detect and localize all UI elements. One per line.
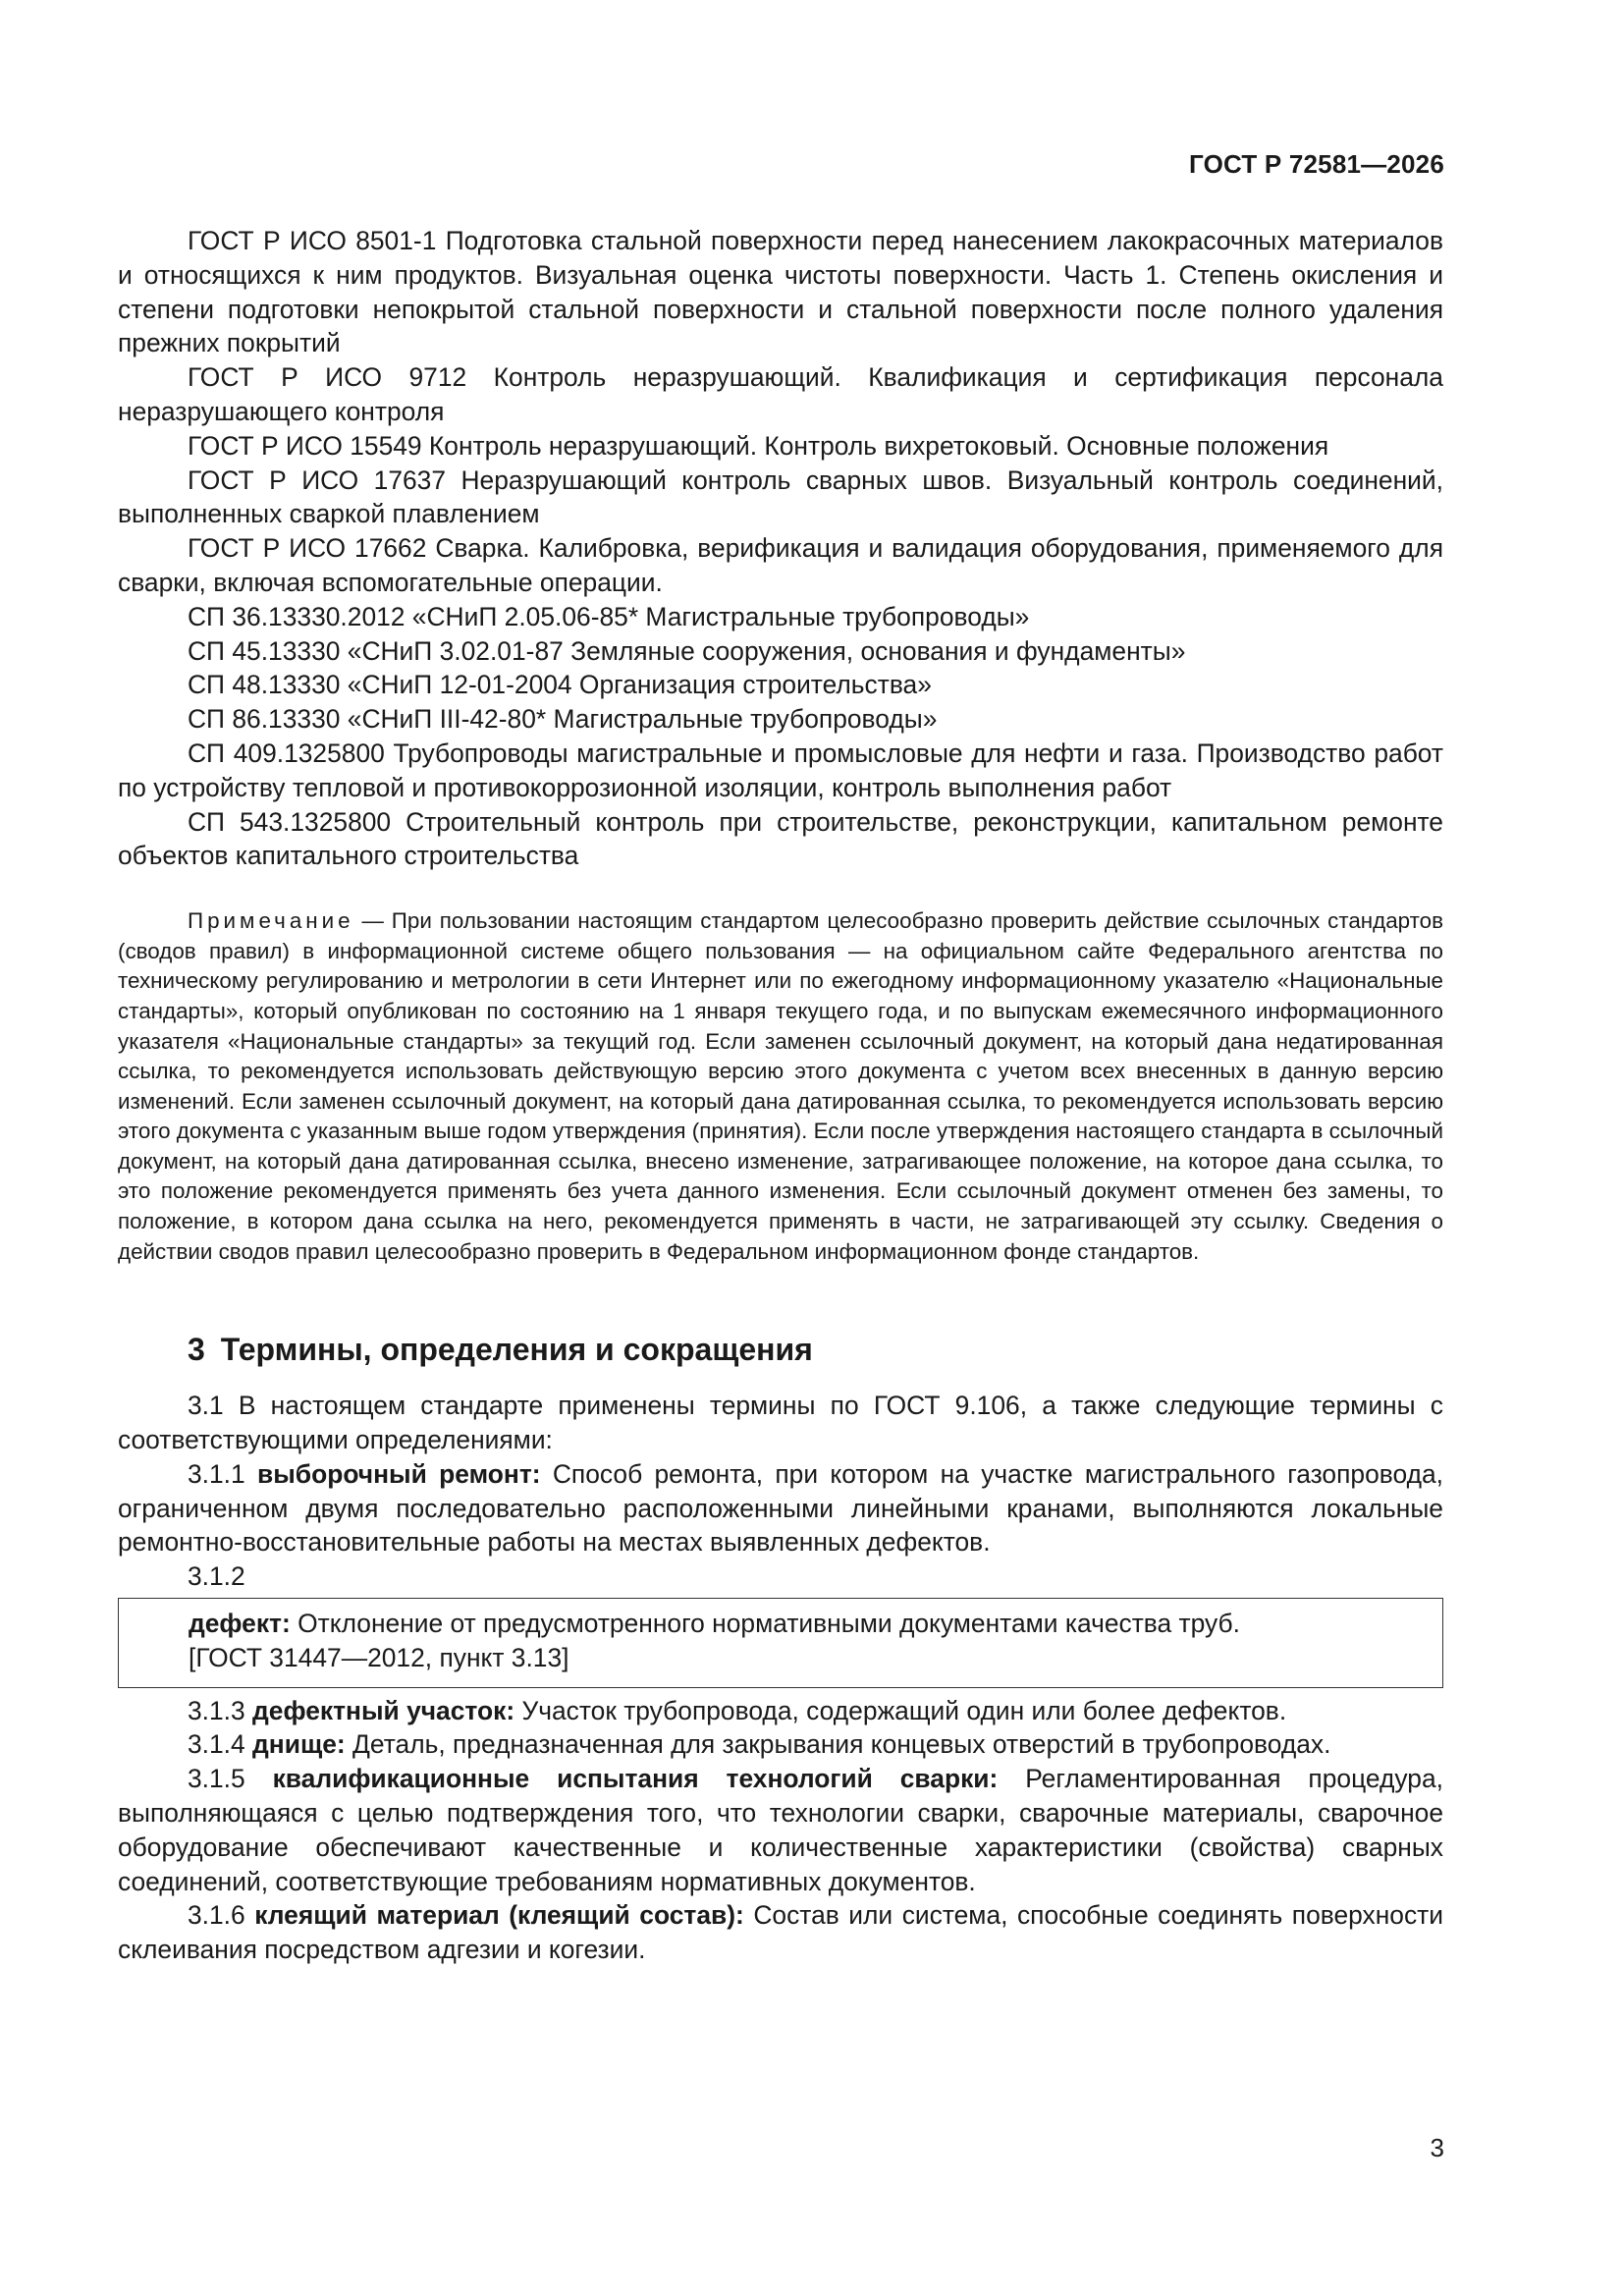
term-3-1-2: [189, 1607, 1373, 1641]
page-number: 3: [1430, 2133, 1444, 2162]
term-definition: Регламентированная процедура, выполняющаяся с целью подтверждения того, что технологии сварки, сварочные материалы, сварочное оборудование обеспечивают качественные и количественные характеристики (свойства) сварных соединений, соответствующие требованиям нормативных документов.: [118, 1764, 1443, 1896]
document-body: [118, 224, 1443, 1967]
term-3-1-3: [118, 1694, 1443, 1728]
ref-gost-iso-15549: ГОСТ Р ИСО 15549 Контроль неразрушающий. Контроль вихретоковый. Основные положения: [188, 430, 1329, 461]
ref-sp-48: СП 48.13330 «СНиП 12-01-2004 Организация строительства»: [188, 670, 932, 700]
term-3-1-1: [118, 1457, 1443, 1559]
term-definition: Деталь, предназначенная для закрывания концевых отверстий в трубопроводах.: [352, 1729, 1331, 1760]
document-header: ГОСТ Р 72581—2026: [1189, 149, 1444, 179]
ref-gost-iso-17662: ГОСТ Р ИСО 17662 Сварка. Калибровка, верификация и валидация оборудования, применяемого для сварки, включая вспомогательные операции.: [118, 533, 1443, 597]
term-source: [ГОСТ 31447—2012, пункт 3.13]: [189, 1642, 569, 1672]
term-3-1-6: [118, 1898, 1443, 1967]
term-definition: Отклонение от предусмотренного нормативными документами качества труб.: [298, 1609, 1240, 1639]
note-text: При пользовании настоящим стандартом целесообразно проверить действие ссылочных стандартов (сводов правил) в информационной системе общего пользования — на официальном сайте Федерального агентства по техническому регулированию и метрологии в сети Интернет или по ежегодному информационному указателю «Национальные стандарты», который опубликован по состоянию на 1 января текущего года, и по выпускам ежемесячного информационного указателя «Национальные стандарты» за текущий год. Если заменен ссылочный документ, на который дана недатированная ссылка, то рекомендуется использовать действующую версию этого документа с учетом всех внесенных в данную версию изменений. Если заменен ссылочный документ, на который дана датированная ссылка, то рекомендуется использовать версию этого документа с указанным выше годом утверждения (принятия). Если после утверждения настоящего стандарта в ссылочный документ, на который дана датированная ссылка, внесено изменение, затрагивающее положение, на которое дана ссылка, то это положение рекомендуется применять без учета данного изменения. Если ссылочный документ отменен без замены, то положение, в котором дана ссылка на него, рекомендуется применять в части, не затрагивающей эту ссылку. Сведения о действии сводов правил целесообразно проверить в Федеральном информационном фонде стандартов.: [118, 908, 1443, 1264]
term-number: 3.1.3: [188, 1695, 245, 1725]
term-definition: Способ ремонта, при котором на участке магистрального газопровода, ограниченном двумя последовательно расположенными линейными кранами, выполняются локальные ремонтно-восстановительные работы на местах выявленных дефектов.: [118, 1458, 1443, 1558]
term-number: 3.1.5: [188, 1764, 245, 1794]
term-definition: Участок трубопровода, содержащий один или более дефектов.: [521, 1695, 1287, 1725]
ref-gost-iso-9712: ГОСТ Р ИСО 9712 Контроль неразрушающий. Квалификация и сертификация персонала неразрушающего контроля: [118, 362, 1443, 426]
note-dash: —: [353, 908, 392, 934]
section-heading: [188, 1330, 1443, 1369]
term-name: дефект:: [189, 1609, 291, 1639]
term-number: 3.1.4: [188, 1729, 245, 1760]
term-name: клеящий материал (клеящий состав):: [254, 1900, 744, 1931]
ref-sp-45: СП 45.13330 «СНиП 3.02.01-87 Земляные сооружения, основания и фундаменты»: [188, 635, 1186, 666]
ref-gost-iso-17637: ГОСТ Р ИСО 17637 Неразрушающий контроль сварных швов. Визуальный контроль соединений, выполненных сваркой плавлением: [118, 465, 1443, 529]
term-3-1-4: [118, 1727, 1443, 1762]
term-3-1-2-box: [118, 1598, 1443, 1688]
ref-gost-iso-8501-1: ГОСТ Р ИСО 8501-1 Подготовка стальной поверхности перед нанесением лакокрасочных материалов и относящихся к ним продуктов. Визуальная оценка чистоты поверхности. Часть 1. Степень окисления и степени подготовки непокрытой стальной поверхности и стальной поверхности после полного удаления прежних покрытий: [118, 226, 1443, 358]
term-name: днище:: [252, 1729, 346, 1760]
section-title: Термины, определения и сокращения: [220, 1332, 813, 1368]
note-label: Примечание: [188, 908, 354, 934]
term-name: квалификационные испытания технологий сварки:: [272, 1764, 999, 1794]
ref-sp-409: СП 409.1325800 Трубопроводы магистральные и промысловые для нефти и газа. Производство работ по устройству тепловой и противокоррозионной изоляции, контроль выполнения работ: [118, 738, 1443, 802]
ref-sp-543: СП 543.1325800 Строительный контроль при строительстве, реконструкции, капитальном ремонте объектов капитального строительства: [118, 806, 1443, 871]
ref-sp-36: СП 36.13330.2012 «СНиП 2.05.06-85* Магистральные трубопроводы»: [188, 601, 1030, 631]
term-name: выборочный ремонт:: [257, 1458, 541, 1489]
term-name: дефектный участок:: [252, 1695, 515, 1725]
term-3-1-5: [118, 1762, 1443, 1898]
term-number: 3.1.6: [188, 1900, 245, 1931]
note-paragraph: [118, 906, 1443, 1267]
section-number: 3: [188, 1332, 205, 1368]
term-3-1-2-number: 3.1.2: [188, 1561, 245, 1592]
ref-sp-86: СП 86.13330 «СНиП III-42-80* Магистральные трубопроводы»: [188, 704, 938, 735]
term-definition: Состав или система, способные соединять поверхности склеивания посредством адгезии и когезии.: [118, 1900, 1443, 1965]
terms-intro: 3.1 В настоящем стандарте применены термины по ГОСТ 9.106, а также следующие термины с соответствующими определениями:: [118, 1391, 1443, 1455]
term-number: 3.1.1: [188, 1458, 245, 1489]
